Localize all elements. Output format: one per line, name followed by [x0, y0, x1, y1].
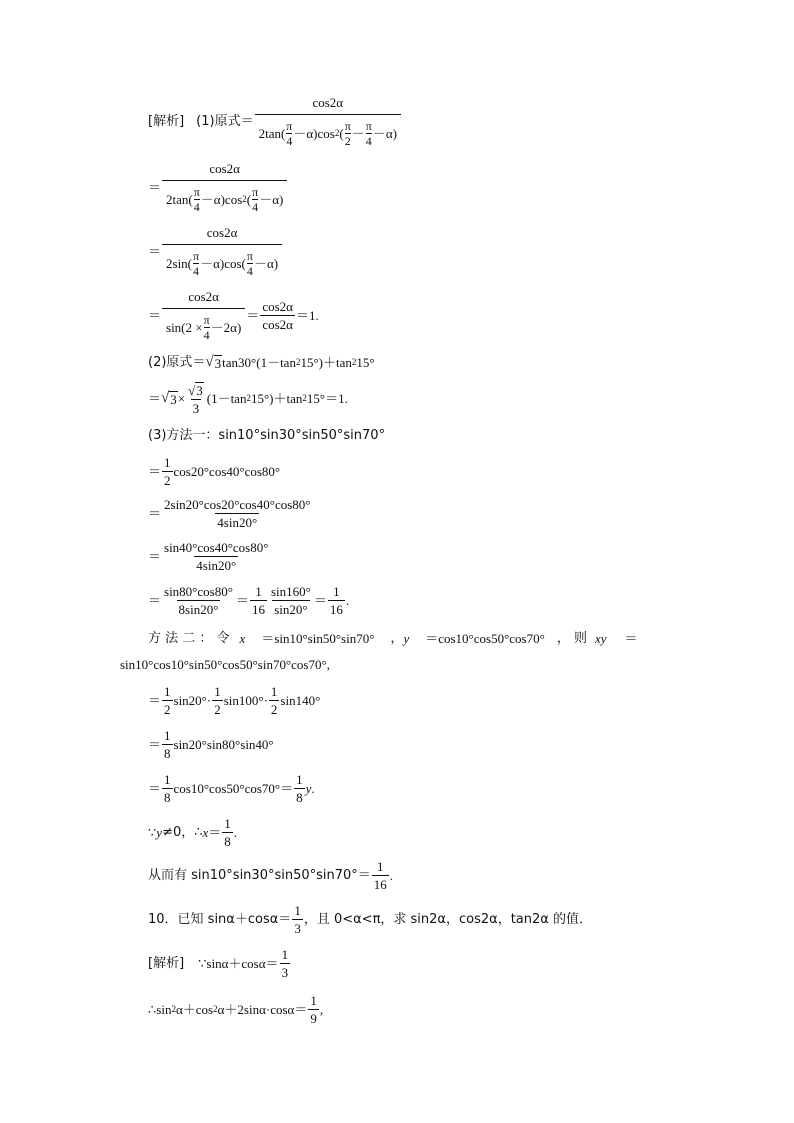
solution-line-2: ＝ cos2α 2tan( π 4 －α)cos 2 ( π 4 －α)	[148, 162, 288, 213]
fraction: $\frac{1}{16}$	[251, 584, 265, 617]
sqrt-expr: √ 3	[205, 354, 222, 371]
problem-10: 10．已知 sinα＋cosα＝ $\frac{1}{3}$ ，且 0<α<π，求 sin2α，cos2α，tan2α 的值．	[148, 903, 592, 936]
solution-line-18: 从而有 sin10°sin30°sin50°sin70°＝ $\frac{1}{16}$ .	[148, 859, 394, 892]
fraction: cos2α 2tan( π 4 －α)cos 2 ( π 2 － π 4 －α)	[255, 96, 401, 147]
fraction: √ 3 3	[188, 383, 203, 416]
fraction: $\frac{1}{8}$	[164, 772, 171, 805]
fraction: $\frac{2\sin 20^\circ\cos 20^\circ\cos 40^\circ\cos 80^\circ}{4\sin 20^\circ}$	[164, 497, 311, 530]
fraction: $\frac{\sin 160^\circ}{\sin 20^\circ}$	[270, 584, 311, 617]
solution-line-11: ＝ $\frac{\sin 80^\circ\cos 80^\circ}{8\sin 20^\circ}$ ＝ $\frac{1}{16}$ $\frac{\sin 160^\circ}{\sin 20^\circ}$ ＝ $\frac{1}{16}$ .	[148, 584, 350, 617]
solution-line-9: ＝ $\frac{2\sin 20^\circ\cos 20^\circ\cos 40^\circ\cos 80^\circ}{4\sin 20^\circ}$	[148, 497, 311, 530]
solution-line-14: ＝ $\frac{1}{2}$ sin20°· $\frac{1}{2}$ sin100°· $\frac{1}{2}$ sin140°	[148, 684, 321, 717]
solution-line-8: ＝ $\frac{1}{2}$ cos20°cos40°cos80°	[148, 455, 281, 488]
sqrt-expr: √ 3	[161, 390, 177, 407]
fraction: $\frac{1}{16}$	[329, 584, 343, 617]
solution-line-15: ＝ $\frac{1}{8}$ sin20°sin80°sin40°	[148, 728, 274, 761]
fraction: cos2α 2sin( π 4 －α)cos( π 4 －α)	[162, 226, 282, 277]
solution-line-13: sin10°cos10°sin50°cos50°sin70°cos70°,	[120, 657, 330, 672]
fraction: cos2α 2tan( π 4 －α)cos 2 ( π 4 －α)	[162, 162, 287, 213]
solution-line-16: ＝ $\frac{1}{8}$ cos10°cos50°cos70°＝ $\frac{1}{8}$ y .	[148, 772, 315, 805]
solution-line-7: (3)方法一：sin10°sin30°sin50°sin70°	[148, 428, 386, 443]
fraction: $\frac{1}{2}$	[214, 684, 221, 717]
fraction: $\frac{1}{2}$	[164, 455, 171, 488]
fraction: $\frac{1}{8}$	[224, 816, 231, 849]
fraction: $\frac{1}{2}$	[164, 684, 171, 717]
analysis-tag: [解析]	[148, 956, 185, 971]
fraction: $\frac{\sin 40^\circ\cos 40^\circ\cos 80^\circ}{4\sin 20^\circ}$	[164, 540, 269, 573]
fraction: cos2α sin(2 × $\frac{\pi}{4}$ －2α)	[162, 290, 245, 341]
solution-line-5: (2)原式＝ √ 3 tan30°(1－tan 2 15°)＋tan 2 15°	[148, 354, 375, 371]
solution-line-17: ∵ y ≠0，∴ x ＝ $\frac{1}{8}$ .	[148, 816, 238, 849]
solution-line-12: 方 法 二 ： 令 x ＝sin10°sin50°sin70° ， y ＝cos10°cos50°cos70° ， 则 xy ＝	[148, 631, 638, 646]
solution-line-3: ＝ cos2α 2sin( π 4 －α)cos( π 4 －α)	[148, 226, 283, 277]
solution-line-10: ＝ $\frac{\sin 40^\circ\cos 40^\circ\cos 80^\circ}{4\sin 20^\circ}$	[148, 540, 269, 573]
solution-line-1: [解析] (1)原式＝ cos2α 2tan( π 4 －α)cos 2 ( π 2 － π 4 －α)	[148, 96, 402, 147]
fraction: $\frac{1}{16}$	[373, 859, 387, 892]
solution-line-21: ∴sin 2 α＋cos 2 α＋2sinα·cosα＝ $\frac{1}{9}$ ,	[148, 993, 324, 1026]
fraction: $\frac{1}{8}$	[296, 772, 303, 805]
fraction: $\frac{1}{3}$	[294, 903, 301, 936]
analysis-tag: [解析]	[148, 114, 185, 129]
fraction: $\frac{1}{3}$	[281, 947, 289, 980]
fraction: $\frac{\sin 80^\circ\cos 80^\circ}{8\sin 20^\circ}$	[164, 584, 233, 617]
solution-line-4: ＝ cos2α sin(2 × $\frac{\pi}{4}$ －2α) ＝ $\frac{\cos 2\alpha}{\cos 2\alpha}$ ＝1.	[148, 289, 319, 342]
solution-line-6: ＝ √ 3 × √ 3 3 (1－tan 2 15°)＋tan 2 15°＝1.	[148, 383, 348, 416]
fraction: $\frac{1}{9}$	[310, 993, 317, 1026]
solution-line-20: [解析] ∵sinα＋cosα＝ $\frac{1}{3}$	[148, 947, 289, 980]
fraction: $\frac{\cos 2\alpha}{\cos 2\alpha}$	[262, 299, 293, 332]
fraction: $\frac{1}{2}$	[270, 684, 278, 717]
fraction: $\frac{1}{8}$	[164, 728, 171, 761]
